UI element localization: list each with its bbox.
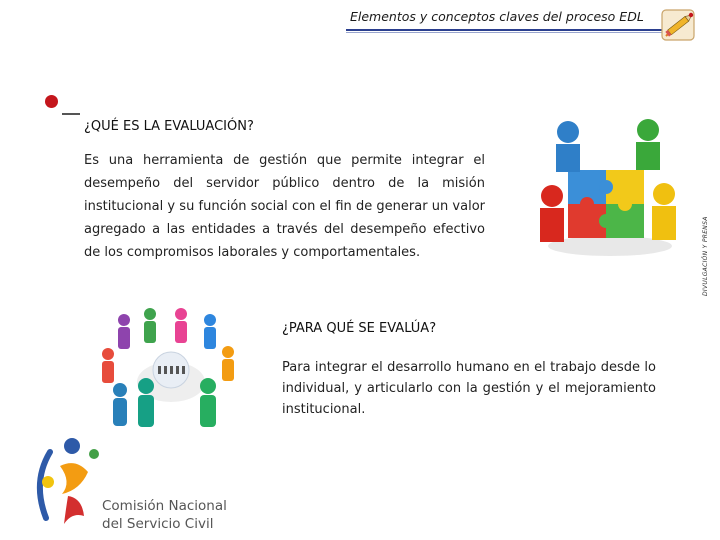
figure-head-blue	[557, 121, 579, 143]
pencil-logo-icon	[660, 6, 698, 44]
section1-body: Es una herramienta de gestión que permite integrar el desempeño del servidor público dentro de la misión institucional y su función social con el fin de generar un valor agregado a las entidades a través del desempeño efectivo de los compromisos laborales y comportamentales.	[84, 153, 485, 260]
puzzle-knob	[599, 180, 613, 194]
logo-body-red	[64, 496, 84, 524]
figure-body-red	[540, 208, 564, 242]
figure-head-red	[541, 185, 563, 207]
figure-body-blue	[556, 144, 580, 172]
puzzle-knob	[599, 214, 613, 228]
people-circle-illustration	[96, 308, 241, 436]
figure-head-green	[637, 119, 659, 141]
side-label: DIVULGACIÓN Y PRENSA	[702, 216, 709, 296]
header-rule-thin	[346, 32, 664, 33]
figure-body-green	[636, 142, 660, 170]
logo-head-green	[89, 449, 99, 459]
logo-dot	[689, 13, 693, 17]
logo-head-yellow	[42, 476, 54, 488]
header-rule	[346, 29, 664, 31]
organization-line2: del Servicio Civil	[102, 516, 214, 532]
section2-body: Para integrar el desarrollo humano en el trabajo desde lo individual, y articularlo con la gestión y el mejoramiento institucional.	[282, 360, 656, 417]
red-bullet-icon	[45, 95, 58, 108]
puzzle-people-illustration	[530, 108, 686, 260]
header-title: Elementos y conceptos claves del proceso EDL	[350, 9, 644, 24]
organization-name	[102, 497, 227, 533]
bullet-underline	[62, 113, 80, 115]
cnsc-logo-icon	[32, 432, 112, 532]
puzzle-knob	[618, 197, 632, 211]
figure-head-yellow	[653, 183, 675, 205]
logo-head-blue	[64, 438, 80, 454]
figure-body-yellow	[652, 206, 676, 240]
logo-body-orange	[60, 463, 88, 494]
section2-heading: ¿PARA QUÉ SE EVALÚA?	[282, 321, 437, 336]
organization-line1: Comisión Nacional	[102, 498, 227, 514]
puzzle-knob	[580, 197, 594, 211]
section1-heading: ¿QUÉ ES LA EVALUACIÓN?	[84, 119, 254, 134]
